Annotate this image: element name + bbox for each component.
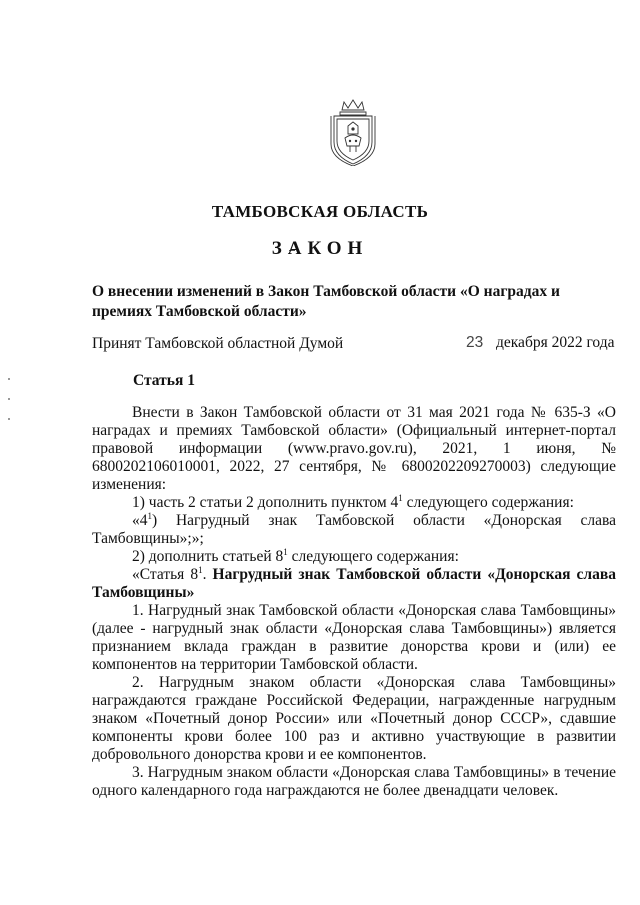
article-8-1-heading [92,566,616,602]
paragraph-1: 1. Нагрудный знак Тамбовской области «Донорская слава Тамбовщины» (далее - нагрудный знак области «Донорская слава Тамбовщины») является признанием вклада граждан в развитие донорства крови и (или) ее компонентов на территории Тамбовской области. [92,602,616,673]
scan-mark [8,398,10,400]
item-1-sup: 1 [398,492,403,503]
article-heading: Статья 1 [133,372,195,389]
document-type-heading: ЗАКОН [271,238,369,259]
art8-text: «Статья 8 [132,566,199,583]
item-2-sup: 1 [283,546,288,557]
quote-1-text-end: ) Нагрудный знак Тамбовской области «Донорская слава Тамбовщины»;»; [92,512,616,547]
quote-1 [92,512,616,548]
item-1-text-end: следующего содержания: [402,494,574,511]
art8-title: Нагрудный знак Тамбовской области «Донорская слава Тамбовщины» [92,566,616,601]
art8-sup: 1 [198,564,203,575]
art8-dot: . [202,566,213,583]
coat-of-arms-emblem [326,98,380,166]
item-2-text: 2) дополнить статьей 8 [132,548,284,565]
item-1-text: 1) часть 2 статьи 2 дополнить пунктом 4 [132,494,399,511]
quote-1-text: «4 [132,512,148,529]
paragraph-3: 3. Нагрудным знаком области «Донорская слава Тамбовщины» в течение одного календарного года награждаются не более двенадцати человек. [92,764,616,799]
scan-mark [8,418,10,420]
document-title: О внесении изменений в Закон Тамбовской области «О наградах и премиях Тамбовской области» [92,283,560,320]
item-2 [92,548,616,566]
item-1 [92,494,616,512]
intro-paragraph: Внести в Закон Тамбовской области от 31 мая 2021 года № 635-З «О наградах и премиях Тамбовской области» (Официальный интернет-портал правовой информации (www.pravo.gov.ru), 2021, 1 июня, № 6800202106010001, 2022, 27 сентября, № 6800202209270003) следующие изменения: [92,404,616,493]
adopted-day-handwritten: 23 [466,334,484,351]
region-heading: ТАМБОВСКАЯ ОБЛАСТЬ [211,202,429,221]
adopted-month-year: декабря 2022 года [496,334,615,351]
item-2-text-end: следующего содержания: [287,548,459,565]
article-body [92,404,616,800]
paragraph-2: 2. Нагрудным знаком области «Донорская слава Тамбовщины» награждаются граждане Российской Федерации, награжденные нагрудным знаком «Почетный донор России» или «Почетный донор СССР», сдавшие компоненты крови более 100 раз и активно участвующие в развитии добровольного донорства крови и ее компонентов. [92,674,616,763]
quote-1-sup: 1 [147,510,152,521]
scan-mark [8,378,10,380]
adopted-by: Принят Тамбовской областной Думой [92,335,344,352]
